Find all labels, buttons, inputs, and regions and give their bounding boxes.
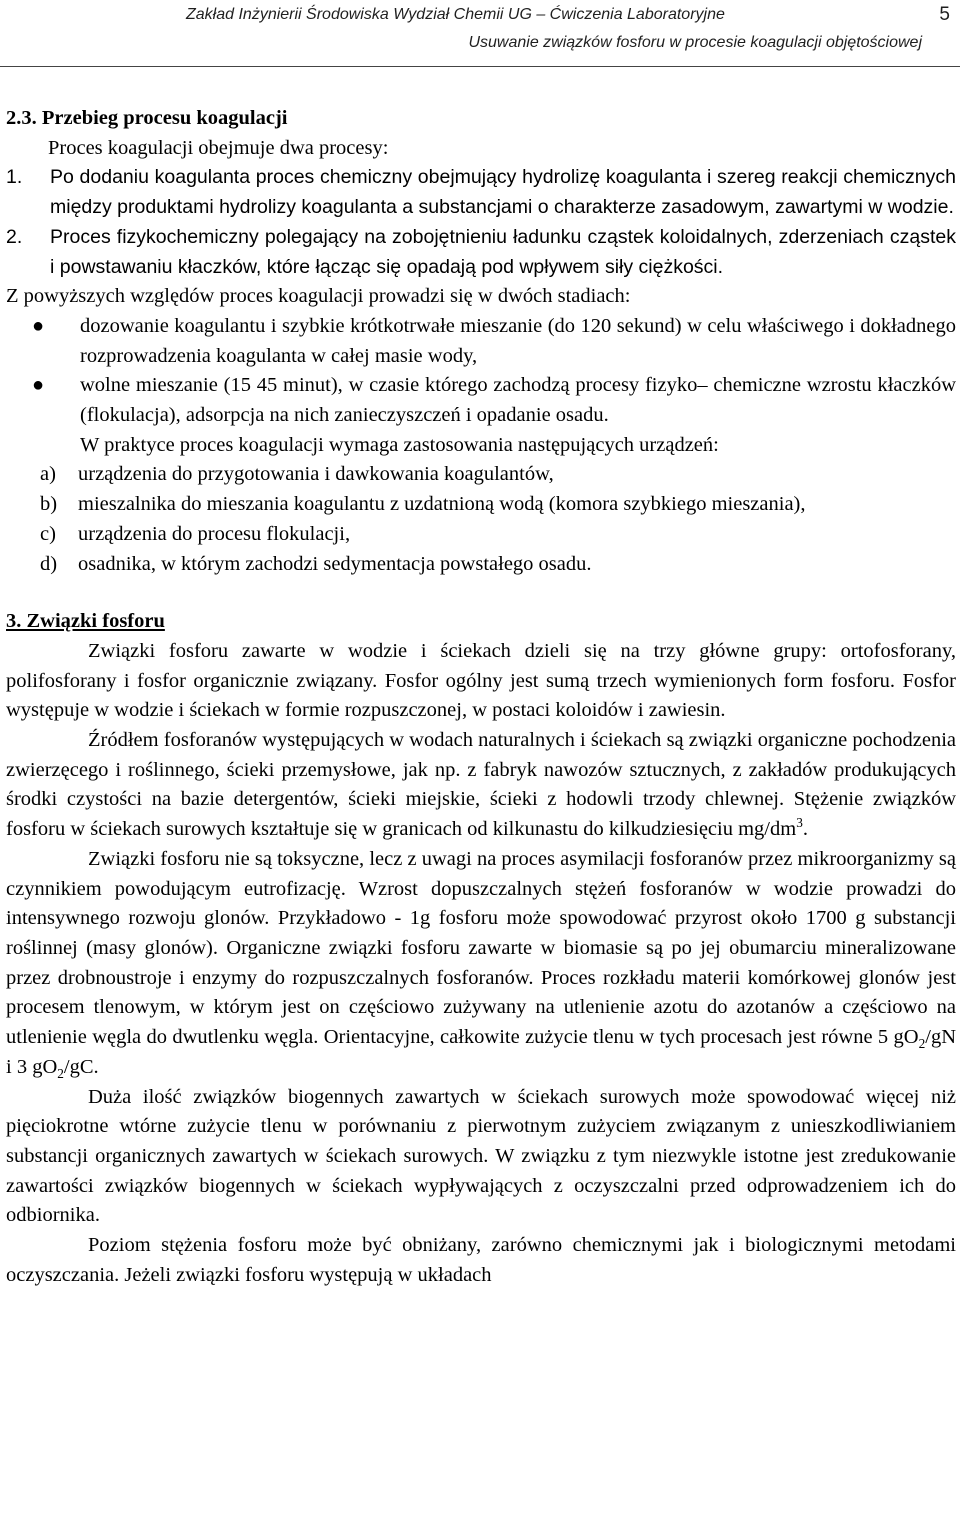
paragraph-1: Związki fosforu zawarte w wodzie i ściekach dzieli się na trzy główne grupy: ortofosforany, polifosforany i fosfor organicznie związany. Fosfor ogólny jest sumą trzech wymienionych form fosforu. Fosfor występuje w wodzie i ściekach w formie rozpuszczonej, w postaci koloidów i zawiesin. — [6, 639, 956, 722]
paragraph-3-mid: /gN i 3 gO — [6, 1026, 956, 1078]
device-label: d) — [40, 552, 58, 575]
numbered-item — [6, 163, 956, 222]
bullet-text: dozowanie koagulantu i szybkie krótkotrwałe mieszanie (do 120 sekund) w celu właściwego i dokładnego rozprowadzenia koagulanta w całej masie wody, — [80, 314, 956, 367]
paragraph-4: Duża ilość związków biogennych zawartych w ściekach surowych może spowodować więcej niż pięciokrotne wtórne zużycie tlenu w porównaniu z pierwotnym zużyciem związanym z unieszkodliwianiem substancji organicznych zawartych w ściekach surowych. W związku z tym niezwykle istotne jest zredukowanie zawartości związków biogennych w ściekach wypływających z oczyszczalni przed odprowadzeniem ich do odbiornika. — [6, 1085, 956, 1227]
section-heading-3: 3. Związki fosforu — [6, 610, 165, 633]
paragraph-2 — [6, 726, 956, 845]
bullet-icon: ● — [32, 314, 45, 337]
device-label: b) — [40, 493, 58, 516]
bullet-icon: ● — [32, 374, 45, 397]
header-divider — [0, 66, 960, 67]
section-heading-2-3: 2.3. Przebieg procesu koagulacji — [6, 107, 288, 129]
devices-intro: W praktyce proces koagulacji wymaga zastosowania następujących urządzeń: — [80, 433, 719, 456]
device-item — [6, 520, 956, 550]
device-label: a) — [40, 463, 56, 486]
device-text: mieszalnika do mieszania koagulantu z uzdatnioną wodą (komora szybkiego mieszania), — [78, 493, 806, 516]
subscript: 2 — [57, 1065, 64, 1081]
device-item — [6, 460, 956, 490]
subscript: 2 — [918, 1036, 926, 1052]
device-text: urządzenia do przygotowania i dawkowania koagulantów, — [78, 463, 554, 486]
item-text: Proces fizykochemiczny polegający na zobojętnieniu ładunku cząstek koloidalnych, zderzeniach cząstek i powstawaniu kłaczków, które łącząc się opadają pod wpływem siły ciężkości. — [50, 225, 956, 278]
document-body — [6, 104, 956, 1290]
device-text: urządzenia do procesu flokulacji, — [78, 522, 351, 545]
device-label: c) — [40, 522, 56, 545]
paragraph-2-end: . — [802, 818, 808, 841]
running-header-institution: Zakład Inżynierii Środowiska Wydział Chemii UG – Ćwiczenia Laboratoryjne — [186, 6, 725, 23]
item-text: Po dodaniu koagulanta proces chemiczny obejmujący hydrolizę koagulanta i szereg reakcji chemicznych między produktami hydrolizy koagulanta a substancjami o charakterze zasadowym, zawartymi w wodzie. — [50, 166, 956, 219]
paragraph-5: Poziom stężenia fosforu może być obniżany, zarówno chemicznymi jak i biologicznymi metodami oczyszczania. Jeżeli związki fosforu występują w układach — [6, 1234, 956, 1286]
bullet-item — [6, 371, 956, 430]
stages-intro: Z powyższych względów proces koagulacji prowadzi się w dwóch stadiach: — [6, 285, 631, 308]
item-number: 1. — [6, 166, 23, 189]
page-number: 5 — [939, 4, 950, 25]
paragraph-3 — [6, 845, 956, 1083]
section-intro: Proces koagulacji obejmuje dwa procesy: — [48, 136, 389, 159]
device-item — [6, 490, 956, 520]
running-header-title: Usuwanie związków fosforu w procesie koagulacji objętościowej — [468, 34, 922, 51]
unit-exponent: 3 — [796, 815, 803, 831]
numbered-item — [6, 223, 956, 282]
paragraph-2-text: Źródłem fosforanów występujących w wodach naturalnych i ściekach są związki organiczne pochodzenia zwierzęcego i roślinnego, ścieki przemysłowe, jak np. z fabryk nawozów sztucznych, z zakładów produkujących środki czystości na bazie detergentów, ścieki miejskie, ścieki z hodowli trzody chlewnej. Stężenie związków fosforu w ściekach surowych kształtuje się w granicach od kilkunastu do kilkudziesięciu mg/dm — [6, 729, 956, 841]
device-item — [6, 550, 956, 580]
item-number: 2. — [6, 225, 23, 248]
bullet-text: wolne mieszanie (15 45 minut), w czasie którego zachodzą procesy fizyko– chemiczne wzrostu kłaczków (flokulacja), adsorpcja na nich zanieczyszczeń i opadanie osadu. — [80, 374, 956, 427]
bullet-item — [6, 312, 956, 371]
section-gap — [6, 579, 956, 607]
paragraph-3-text: Związki fosforu nie są toksyczne, lecz z uwagi na proces asymilacji fosforanów przez mikroorganizmy są czynnikiem powodującym eutrofizację. Wzrost dopuszczalnych stężeń fosforanów w wodzie prowadzi do intensywnego rozwoju glonów. Przykładowo - 1g fosforu może spowodować przyrost około 1700 g substancji roślinnej (masy glonów). Organiczne związki fosforu zawarte w biomasie są po jej obumarciu mineralizowane przez drobnoustroje i enzymy do rozpuszczalnych fosforanów. Proces rozkładu materii komórkowej glonów jest procesem tlenowym, w którym jest on częściowo zużywany na utlenienie azotu do azotanów a częściowo na utlenienie węgla do dwutlenku węgla. Orientacyjne, całkowite zużycie tlenu w tych procesach jest równe 5 gO — [6, 847, 956, 1049]
device-text: osadnika, w którym zachodzi sedymentacja powstałego osadu. — [78, 552, 592, 575]
paragraph-3-end: /gC. — [63, 1055, 99, 1078]
